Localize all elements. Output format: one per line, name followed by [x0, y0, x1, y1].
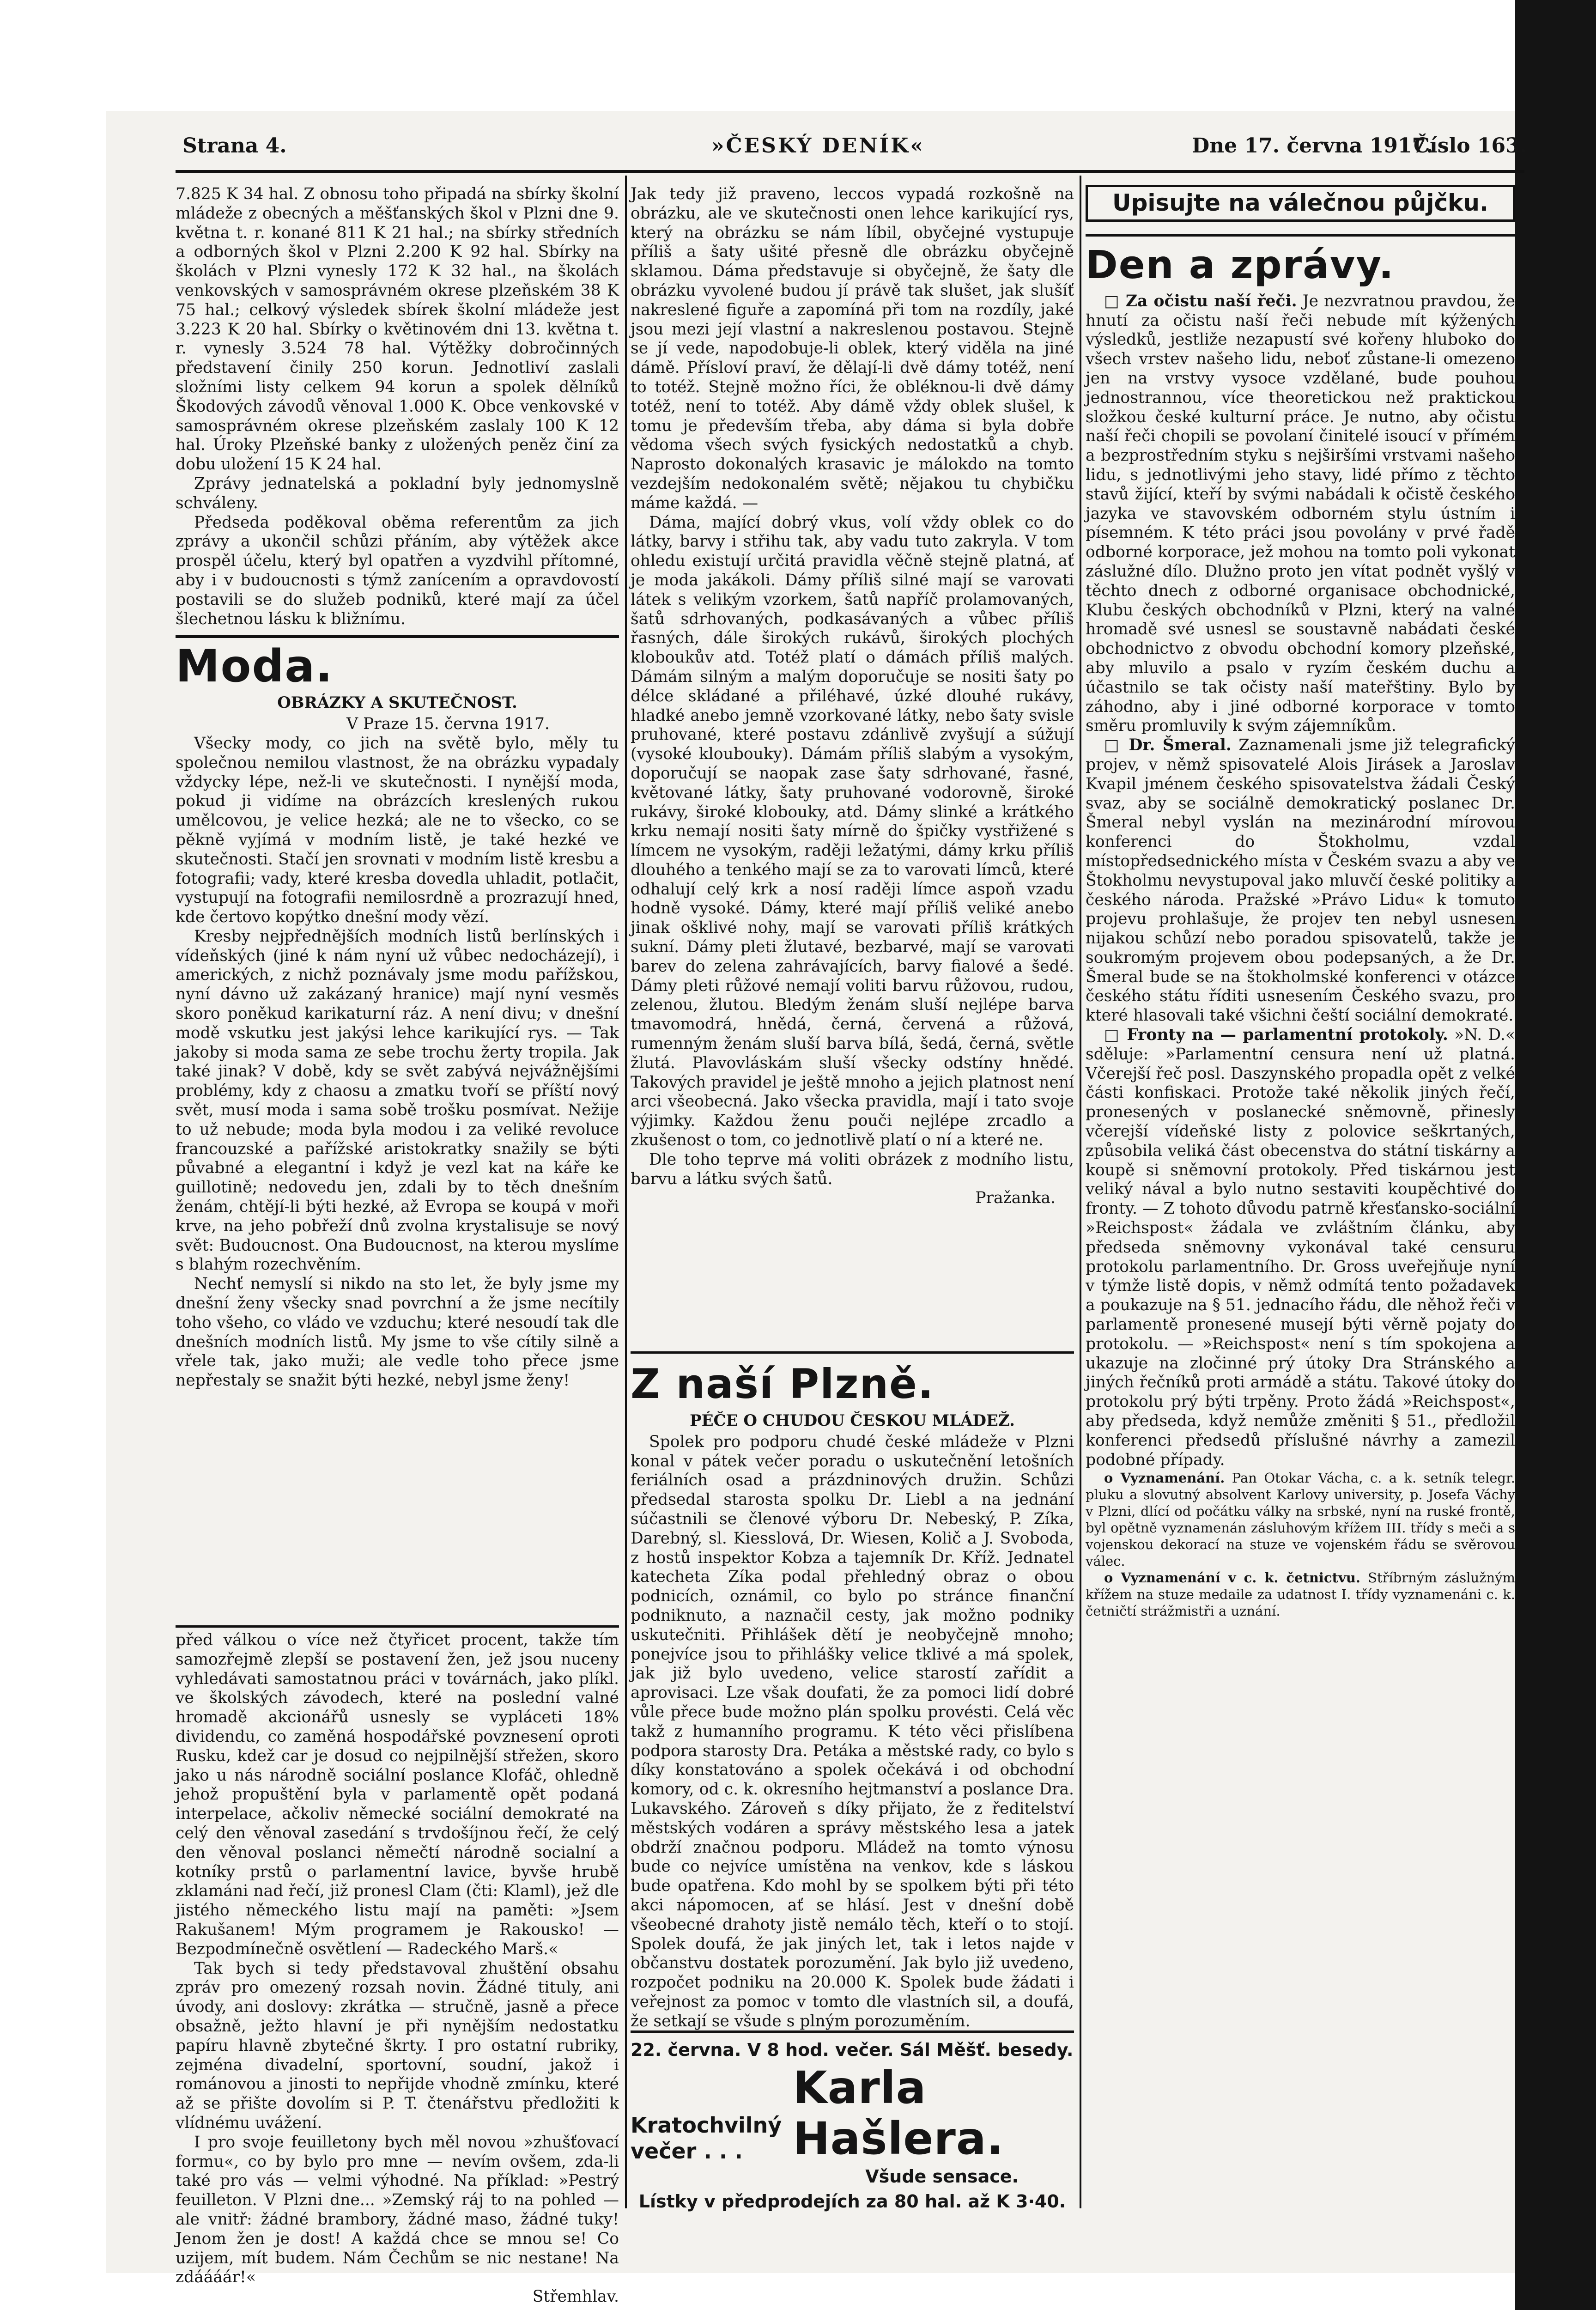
news-item-title: o Vyznamenání v c. k. četnictvu.	[1104, 1570, 1361, 1586]
section-rule	[1086, 234, 1515, 237]
news-item-title: □ Dr. Šmeral.	[1104, 736, 1232, 755]
news-item-text: Je nezvratnou pravdou, že hnutí za očistu naší řeči nebude mít kýžených výsledků, jestliže nezapustí své kořeny hluboko do všech vrstev našeho lidu, neboť zůstane-li omezeno jen na vrstvy vysoce vzdělané, bude pouhou jednostrannou, více theoretickou než praktickou složkou české kulturní práce. Je nutno, aby očistu naší řeči chopili se povolaní činitelé isoucí v přímém a bezprostředním styku s nejširšími vrstvami našeho lidu, s jednotlivými jeho stavy, lidé přímo z těchto stavů žijící, kteří by svými nabádali k očistě českého jazyka ve stavovském odborném stylu ústním i písemném. K této práci jsou povolány v prvé řadě odborné korporace, jež mohou na tomto poli vykonat záslužné dílo. Dlužno proto jen vítat podnět vyšlý v těchto dnech z odborné organisace obchodnické, Klubu českých obchodníků v Plzni, který na valné hromadě své usnesl se soustavně nabádati české obchodnictvo z obvodu obchodní komory plzeňské, aby mluvilo a psalo v ryzím českém duchu a účastnilo se tak očisty naší mateřštiny. Bylo by záhodno, aby i jiné odborné korporace v tomto směru promluvily k svým zájemníkům.	[1086, 292, 1516, 736]
section-rule	[631, 1351, 1074, 1354]
section-rule	[176, 635, 619, 638]
news-item-text: Stříbrným záslužným křížem na stuze medaile za udatnost I. třídy vyznamenáni c. k. četničtí strážmistři a uznání.	[1086, 1570, 1515, 1619]
ad-performer-name: Karla Hašlera.	[793, 2062, 1004, 2164]
section-rule	[176, 1625, 619, 1628]
section-heading-plzen: Z naší Plzně.	[631, 1360, 935, 1408]
news-item-text: Zaznamenali jsme již telegrafický projev, v němž spisovatelé Alois Jirásek a Jaroslav Kvapil jménem českého spisovatelstva žádali Český svaz, aby se sociálně demokratický poslanec Dr. Šmeral nebyl vyslán na mezinárodní mírovou konferenci do Štokholmu, vzdal místopředsednického místa v Českém svazu a aby ve Štokholmu nevystupoval jako mluvčí české politiky a českého národa. Pražské »Právo Lidu« k tomuto projevu prohlašuje, že projev ten nebyl usnesen nijakou schůzí nebo poradou spisovatelů, takže je soukromým projevem obou podepsaných, a že Dr. Šmeral bude se na štokholmské konferenci v otázce českého státu říditi usnesením Českého svazu, pro které hlasovali také všichni čeští sociální demokraté.	[1086, 736, 1516, 1025]
scan-edge	[1515, 0, 1596, 2310]
author-signature: Pražanka.	[975, 1189, 1056, 1208]
news-item-title: o Vyznamenání.	[1104, 1470, 1225, 1486]
author-signature: Střemhlav.	[532, 2287, 619, 2306]
concert-advertisement	[631, 2037, 1074, 2214]
article-paragraph: Spolek pro podporu chudé české mládeže v Plzni konal v pátek večer poradu o uskutečnění letošních feriálních osad a prázdninových družin. Schůzi předsedal starosta spolku Dr. Liebl a na jednání súčastnili se členové výboru Dr. Nebeský, P. Zíka, Darebný, sl. Kiesslová, Dr. Wiesen, Količ a J. Svoboda, z hostů inspektor Kobza a tajemník Dr. Kříž. Jednatel katecheta Zíka podal přehledný obraz o obou podnicích, oznámil, co bylo po stránce finanční podniknuto, a naznačil cesty, jak možno podniky uskutečniti. Přihlášek dětí je neobyčejně mnoho; ponejvíce jsou to přihlášky velice tklivé a má spolek, jak již bylo uvedeno, velice starostí zařídit a aprovisaci. Lze však doufati, že za pomoci lidí dobré vůle přece bude možno plán spolku provésti. Celá věc takž z humanního programu. K této věci přislíbena podpora starosty Dra. Petáka a městské rady, co bylo s díky konstatováno a spolek očekává i od obchodní komory, od c. k. okresního hejtmanství a poslance Dra. Lukavského. Zároveň s díky přijato, že z ředitelství městských vodáren a správy městského lesa a jatek obdrží značnou podporu. Mládež na tomto výnosu bude co nejvíce umístěna na venkov, kde s láskou bude opatřena. Kdo mohl by se spolkem býti při této akci nápomocen, ať se hlásí. Jest v dnešní době všeobecné drahoty jistě nemálo těch, kteří o to stojí. Spolek doufá, že jak jiných let, tak i letos najde v občanstvu dostatek porozumění. Jak bylo již uvedeno, rozpočet podniku na 20.000 K. Spolek bude žádati i veřejnost za pomoc v tomto dle vlastních sil, a doufá, že setkají se všude s plným porozuměním.	[631, 1432, 1074, 2030]
article-paragraph: Všecky mody, co jich na světě bylo, měly tu společnou nemilou vlastnost, že na obrázku vypadaly vždycky lépe, než-li ve skutečnosti. I nynější moda, pokud ji vidíme na obrázcích kreslených rukou umělcovou, je velice hezká; ale ne to všecko, co se pěkně vyjímá v modním listě, je také hezké ve skutečnosti. Stačí jen srovnati v modním listě kresbu a fotografii; vady, které kresba dovedla uhladit, potlačit, vystupují na fotografii nemilosrdně a prozrazují hned, kde čertovo kopýtko dnešní mody vězí.	[176, 734, 619, 927]
article-paragraph: Kresby nejpřednějších modních listů berlínských i vídeňských (jiné k nám nyní už vůbec nedocházejí), i amerických, z nichž poznávaly jsme modu pařížskou, nyní dávno už zakázaný hranice) mají nyní vesměs skoro poněkud karikaturní ráz. A není divu; v dnešní modě vskutku jest jakýsi lehce karikující rys. — Tak jakoby si moda sama ze sebe trochu žerty tropila. Jak také jinak? V době, kdy se svět zabývá nejvážnějšími problémy, kdy z chaosu a zmatku tvoří se příští nový svět, musí moda i sama sobě trošku posmívat. Nežije to už nebude; moda byla modou i za veliké revoluce francouzské a pařížské aristokratky snažily se býti půvabné a elegantní i když je vezl kat na káře ke guillotině; nedovedu jen, zdali by to těch dnešním ženám, chtějí-li býti hezké, až Evropa se koupá v moři krve, na jeho pobřeží dnů zvolna krystalisuje se nový svět: Budoucnost. Ona Budoucnost, na kterou myslíme s blahým rozechvěním.	[176, 927, 619, 1274]
section-heading-news: Den a zprávy.	[1086, 242, 1395, 287]
issue-date: Dne 17. června 1917.	[1192, 134, 1433, 158]
column-divider	[625, 176, 627, 2208]
war-loan-banner: Upisujte na válečnou půjčku.	[1086, 185, 1515, 222]
article-subtitle: OBRÁZKY A SKUTEČNOST.	[277, 693, 517, 712]
article-subtitle: PÉČE O CHUDOU ČESKOU MLÁDEŽ.	[690, 1411, 1015, 1430]
column-2	[631, 185, 1074, 1208]
news-item-text: Pan Otokar Vácha, c. a k. setník telegr. pluku a slovutný absolvent Karlovy university, p. Josefa Váchy v Plzni, dlící od počátku války na srbské, nyní na ruské frontě, byl opětně vyznamenán zásluhovým křížem III. třídy s meči a s vojenskou dekorací na stuze ve vojenském řádu se svěrovou válec.	[1086, 1470, 1515, 1569]
article-paragraph: Dáma, mající dobrý vkus, volí vždy oblek co do látky, barvy i střihu tak, aby vadu tuto zakryla. V tom ohledu existují určitá pravidla věčně stejně platná, ať je moda jakákoli. Dámy příliš silné mají se varovati látek s velikým vzorkem, šatů napříč prolamovaných, šatů sdrhovaných, podkasávaných a vůbec příliš řasných, dále širokých rukávů, širokých plochých kloboukův atd. Totéž platí o dámách příliš malých. Dámám silným a malým doporučuje se nositi šaty po délce skládané a přiléhavé, úzké dlouhé rukávy, hladké anebo jemně vzorkované látky, nebo šaty svisle pruhované, které postavu zdánlivě zvyšují a súžují (vysoké kloubouky). Dámám příliš slabým a vysokým, doporučují se naopak zase šaty sdrhované, řasné, květované látky, šaty pruhované vodorovně, široké rukávy, široké klobouky, atd. Dámy slinké a krátkého krku nemají nositi šaty mírně do špičky vystřižené s límcem ne vysokým, raději ležatými, dámy krku příliš dlouhého a tenkého mají se za to varovati límců, které odhalují celý krk a nosí raději límce aspoň vzadu hodně vysoké. Dámy, které mají příliš veliké anebo jinak ošklivé nohy, mají se varovati příliš krátkých sukní. Dámy pleti žlutavé, bezbarvé, mají se varovati barev do zelena zahrávajících, barvy fialové a šedé. Dámy pleti růžové nemají voliti barvu růžovou, rudou, zelenou, žlutou. Bledým ženám sluší nejlépe barva tmavomodrá, hnědá, černá, červená a růžová, rumenným ženám sluší barva bílá, šedá, černá, světle žlutá. Plavovláskám sluší všecky odstíny hnědé. Takových pravidel je ještě mnoho a jejich platnost není arci všeobecná. Jako všecka pravidla, mají i tato svoje výjimky. Každou ženu pouči nejlépe zrcadlo a zkušenost o tom, co jednotlivě platí o ní a které ne.	[631, 513, 1074, 1150]
ad-tagline: Všude sensace.	[865, 2166, 1019, 2187]
feuilleton-paragraph: Tak bych si tedy představoval zhuštění obsahu zpráv pro omezený rozsah novin. Žádné tituly, ani úvody, ani doslovy: zkrátka — stručně, jasně a přece obsažně, ježto hlavní je při nynějším nedostatku papíru hlavně zbytečné škrty. I pro ostatní rubriky, zejména divadelní, sportovní, soudní, jakož i románovou a jinosti to nepřijde vhodně zmínku, které až se přište dovolím si P. T. čtenářstvu předložiti k vlídnému uvážení.	[176, 1959, 619, 2132]
ad-date-line: 22. června. V 8 hod. večer. Sál Měšť. besedy.	[631, 2040, 1074, 2060]
ad-rule	[631, 2030, 1074, 2033]
article-paragraph: Jak tedy již praveno, leccos vypadá rozkošně na obrázku, ale ve skutečnosti onen lehce karikující rys, který na obrázku se nám líbil, obyčejné vystupuje příliš a šaty ušité přesně dle obrázku obyčejně sklamou. Dáma představuje si obyčejně, že šaty dle obrázku vyvolené budou jí právě tak slušet, jak slušíť nakreslené figuře a zapomíná při tom na rozdíly, jaké jsou mezi její vlastní a nakreslenou postavou. Stejně se jí vede, napodobuje-li oblek, který viděla na jiné dámě. Přísloví praví, že dělají-li dvě dámy totéž, není to totéž. Stejně možno říci, že obléknou-li dvě dámy totéž, není to totéž. Aby dámě vždy oblek slušel, k tomu je především třeba, aby dáma si byla dobře vědoma všech svých fysických nedostatků a chyb. Naprosto dokonalých krasavic je málokdo na tomto vezdejším nedokonalém světě; nějakou tu chybičku máme každá. —	[631, 185, 1074, 512]
ad-tickets: Lístky v předprodejích za 80 hal. až K 3·40.	[638, 2191, 1066, 2212]
header-rule	[176, 170, 1524, 173]
newspaper-title: »ČESKÝ DENÍK«	[711, 134, 925, 158]
issue-number: Číslo 163.	[1414, 134, 1527, 158]
news-item-title: □ Za očistu naší řeči.	[1104, 292, 1297, 310]
column-divider	[1080, 176, 1081, 2208]
section-heading-moda: Moda.	[176, 640, 334, 693]
news-item-title: □ Fronty na — parlamentní protokoly.	[1104, 1026, 1448, 1045]
page-number: Strana 4.	[182, 134, 287, 158]
news-item-text: »N. D.« sděluje: »Parlamentní censura není už platná. Včerejší řeč posl. Daszynského propadla opět z velké části konfiskaci. Protože také několik jiných řečí, pronesených v poslanecké sněmovně, přinesly včerejší vídeňské listy z polovice seškrtaných, způsobila veliká část obecenstva do státní tiskárny a koupě si sněmovní protokoly. Před tiskárnou jest veliký nával a bylo nutno sestaviti koupěchtivé do fronty. — Z tohoto důvodu patrně křesťansko-sociální »Reichspost« žádala ve zvláštním článku, aby předseda sněmovny vykonával také censuru protokolu parlamentního. Dr. Gross uveřejňuje nyní v týmže listě dopis, v němž odmítá tento požadavek a poukazuje na § 51. jednacího řádu, dle něhož řeči v parlamentě pronesené musejí býti věrně pojaty do protokolu. — »Reichspost« není s tím spokojena a ukazuje na zločinné prý útoky Dra Stránského a jiných řečníků proti armádě a státu. Takové útoky do protokolu prý býti trpěny. Proto žádá »Reichspost«, aby předseda, když nemůže změniti § 51., předložil konferenci předsedů příslušné návrhy a zamezil podobné případy.	[1086, 1026, 1515, 1469]
ad-main-line	[631, 2062, 1074, 2164]
article-paragraph: Nechť nemyslí si nikdo na sto let, že byly jsme my dnešní ženy všecky snad povrchní a že jsme necítily toho všeho, co vládo ve vzduchu; které nesoudí tak dle dnešních modních listů. My jsme to vše cítily silně a vřele tak, jako muži; ale vedle toho přece jsme nepřestaly se snažit býti hezké, nebyl jsme ženy!	[176, 1275, 619, 1390]
column-2-local-news	[631, 1356, 1074, 2031]
report-paragraph: Předseda poděkoval oběma referentům za jich zprávy a ukončil schůzi přáním, aby výtěžek akce prospěl účelu, který byl opatřen a vyzdvihl přítomné, aby i v budoucnosti s týmž zanícením a opravdovostí postavili se do služeb podniků, které mají za účel šlechetnou lásku k bližnímu.	[176, 513, 619, 628]
column-1-continuation	[176, 1631, 619, 2307]
column-3	[1086, 185, 1515, 1619]
feuilleton-paragraph: před válkou o více než čtyřicet procent, takže tím samozřejmě zlepší se postavení žen, jež jsou nuceny vyhledávati samostatnou práci v továrnách, jako plíkl. ve školských závodech, které na poslední valné hromadě akcionářů usnesly se vypláceti 18% dividendu, co zaměná hospodářské povznesení oproti Rusku, kdež car je dosud co nejpilnější střežen, skoro jako u nás národně sociální poslance Klofáč, ohledně jehož propuštění byla v parlamentě opět podaná interpelace, ačkoliv německé sociální demokraté na celý den věnoval zasedání s trvdošíjnou řečí, že celý den věnoval poslanci němečtí národně socialní a kotníky prstů o parlamentní lavice, byvše hrubě zklamáni nad řečí, již pronesl Clam (čti: Klaml), jež dle jistého německého listu mají na paměti: »Jsem Rakušanem! Mým programem je Rakousko! — Bezpodmínečně osvětlení — Radeckého Marš.«	[176, 1631, 619, 1958]
article-paragraph: Dle toho teprve má voliti obrázek z modního listu, barvu a látku svých šatů.	[631, 1150, 1074, 1188]
feuilleton-paragraph: I pro svoje feuilletony bych měl novou »zhušťovací formu«, co by bylo pro mne — nevím ovšem, zda-li také pro vás — velmi výhodné. Na příklad: »Pestrý feuilleton. V Plzni dne... »Zemský ráj to na pohled — ale vnitř: žádné brambory, žádné maso, žádné tuky! Jenom žen je dost! A každá chce se mnou se! Co uzijem, mít budem. Nám Čechům se nic nestane! Na zdáááár!«	[176, 2133, 619, 2287]
dateline: V Praze 15. června 1917.	[346, 715, 550, 734]
column-1	[176, 185, 619, 1391]
ad-event: Kratochvilný večer . . .	[631, 2113, 782, 2164]
report-paragraph: Zprávy jednatelská a pokladní byly jednomyslně schváleny.	[176, 474, 619, 512]
report-paragraph: 7.825 K 34 hal. Z obnosu toho připadá na sbírky školní mládeže z obecných a měšťanských škol v Plzni dne 9. května t. r. konané 811 K 21 hal.; na sbírky středních a odborných škol v Plzni 2.200 K 92 hal. Sbírky na školách v Plzni vynesly 172 K 32 hal., na školách venkovských v samosprávném okrese plzeňském 38 K 75 hal.; celkový výsledek sbírek školní mládeže jest 3.223 K 20 hal. Sbírky o květinovém dni 13. května t. r. vynesly 3.524 78 hal. Výtěžky dobročinných představení činily 250 korun. Jednotliví zaslali složními listy celkem 94 korun a spolek dělníků Škodových závodů věnoval 1.000 K. Obce venkovské v samosprávném okrese plzeňském zaslaly 100 K 12 hal. Úroky Plzeňské banky z uložených peněz činí za dobu uložení 15 K 24 hal.	[176, 185, 619, 474]
